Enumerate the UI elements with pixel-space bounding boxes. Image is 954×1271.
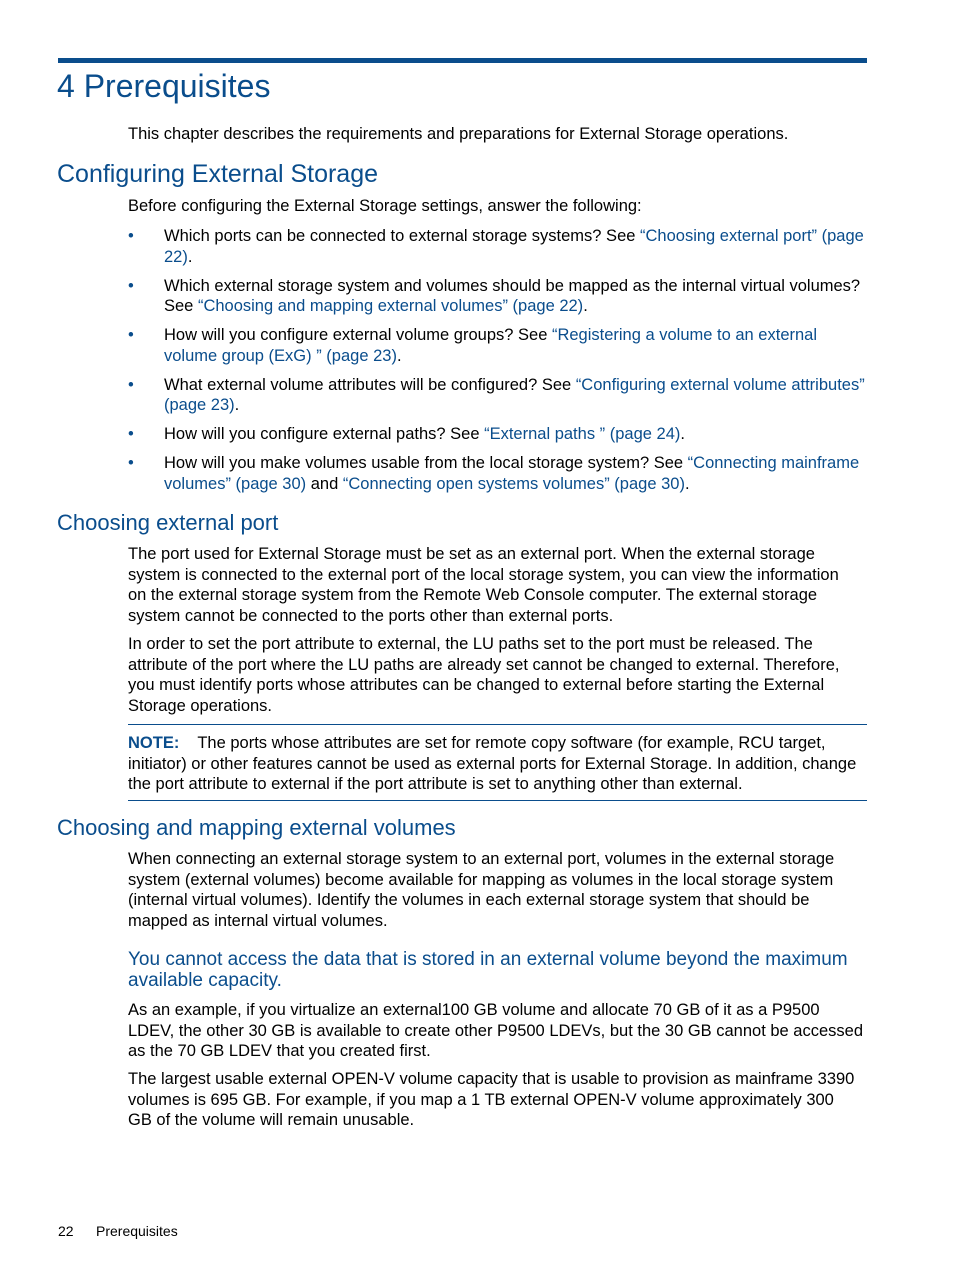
note-bottom-rule <box>128 800 867 801</box>
bullet-icon: • <box>128 276 134 295</box>
chapter-top-rule <box>58 58 867 63</box>
section-title-choosing-external-port: Choosing external port <box>57 510 279 535</box>
section-title-configuring-external-storage: Configuring External Storage <box>57 160 379 188</box>
xref-link-configuring-volume-attributes[interactable]: “Configuring external volume attributes” (page 23) <box>164 375 865 414</box>
paragraph-capacity-example: As an example, if you virtualize an external100 GB volume and allocate 70 GB of it as a P9500 LDEV, the other 30 GB is available to create other P9500 LDEVs, but the 30 GB cannot be accessed as the 70 GB LDEV that you created first. <box>128 1001 864 1060</box>
list-item: • How will you make volumes usable from the local storage system? See “Connecting mainframe volumes” (page 30) and “Connecting open systems volumes” (page 30). <box>128 454 860 493</box>
list-item: • What external volume attributes will be configured? See “Configuring external volume attributes” (page 23). <box>128 375 865 414</box>
xref-link-choosing-external-port[interactable]: “Choosing external port” (page 22) <box>164 227 864 266</box>
bullet-icon: • <box>128 227 134 245</box>
footer-page-number: 22 <box>58 1223 74 1239</box>
xref-link-connecting-open-systems-volumes[interactable]: “Connecting open systems volumes” (page 30) <box>342 474 685 493</box>
note-top-rule <box>128 724 867 725</box>
bullet-icon: • <box>128 375 134 394</box>
paragraph-port-attribute: In order to set the port attribute to external, the LU paths set to the port must be released. The attribute of the port where the LU paths are already set cannot be changed to external. Therefore, you must identify ports whose attributes can be changed to external before starting the External Storage operations. <box>128 635 840 715</box>
bullet-icon: • <box>128 454 134 472</box>
bullet-icon: • <box>128 326 134 344</box>
xref-link-connecting-mainframe-volumes[interactable]: “Connecting mainframe volumes” (page 30) <box>164 454 860 493</box>
paragraph-external-port-usage: The port used for External Storage must be set as an external port. When the external storage system is connected to the external port of the local storage system, you can view the information on the external storage system from the Remote Web Console computer. The external storage system cannot be connected to the ports other than external ports. <box>128 545 839 625</box>
list-item: • How will you configure external paths? See “External paths ” (page 24). <box>128 425 685 443</box>
note-label: NOTE: <box>128 734 180 752</box>
section-title-choosing-mapping-volumes: Choosing and mapping external volumes <box>57 815 456 840</box>
footer-section-name: Prerequisites <box>96 1223 178 1239</box>
capacity-warning: You cannot access the data that is stored in an external volume beyond the maximum available capacity. <box>128 949 848 991</box>
paragraph-open-v-capacity: The largest usable external OPEN-V volume capacity that is usable to provision as mainframe 3390 volumes is 695 GB. For example, if you map a 1 TB external OPEN-V volume approximately 300 GB of the volume will remain unusable. <box>128 1070 855 1129</box>
xref-link-registering-volume-exg[interactable]: “Registering a volume to an external volume group (ExG) ” (page 23) <box>164 326 818 365</box>
list-item: • Which ports can be connected to external storage systems? See “Choosing external port” (page 22). <box>128 227 864 266</box>
chapter-title: 4 Prerequisites <box>57 68 271 104</box>
prerequisite-question-list <box>128 226 868 503</box>
list-item: • How will you configure external volume groups? See “Registering a volume to an external volume group (ExG) ” (page 23). <box>128 326 818 365</box>
chapter-intro: This chapter describes the requirements and preparations for External Storage operations. <box>128 125 789 143</box>
note-box: NOTE: The ports whose attributes are set for remote copy software (for example, RCU target, initiator) or other features cannot be used as external ports for External Storage. In addition, change the port attribute to external if the port attribute is set to anything other than external. <box>128 734 857 793</box>
paragraph-mapping-volumes: When connecting an external storage system to an external port, volumes in the external storage system (external volumes) become available for mapping as volumes in the local storage system (internal virtual volumes). Identify the volumes in each external storage system that should be mapped as internal virtual volumes. <box>128 850 835 930</box>
list-item: • Which external storage system and volumes should be mapped as the internal virtual volumes? See “Choosing and mapping external volumes” (page 22). <box>128 276 861 315</box>
xref-link-external-paths[interactable]: “External paths ” (page 24) <box>484 425 681 443</box>
bullet-icon: • <box>128 425 134 443</box>
xref-link-choosing-mapping-volumes[interactable]: “Choosing and mapping external volumes” (page 22) <box>197 297 584 315</box>
section-lead: Before configuring the External Storage settings, answer the following: <box>128 197 642 215</box>
